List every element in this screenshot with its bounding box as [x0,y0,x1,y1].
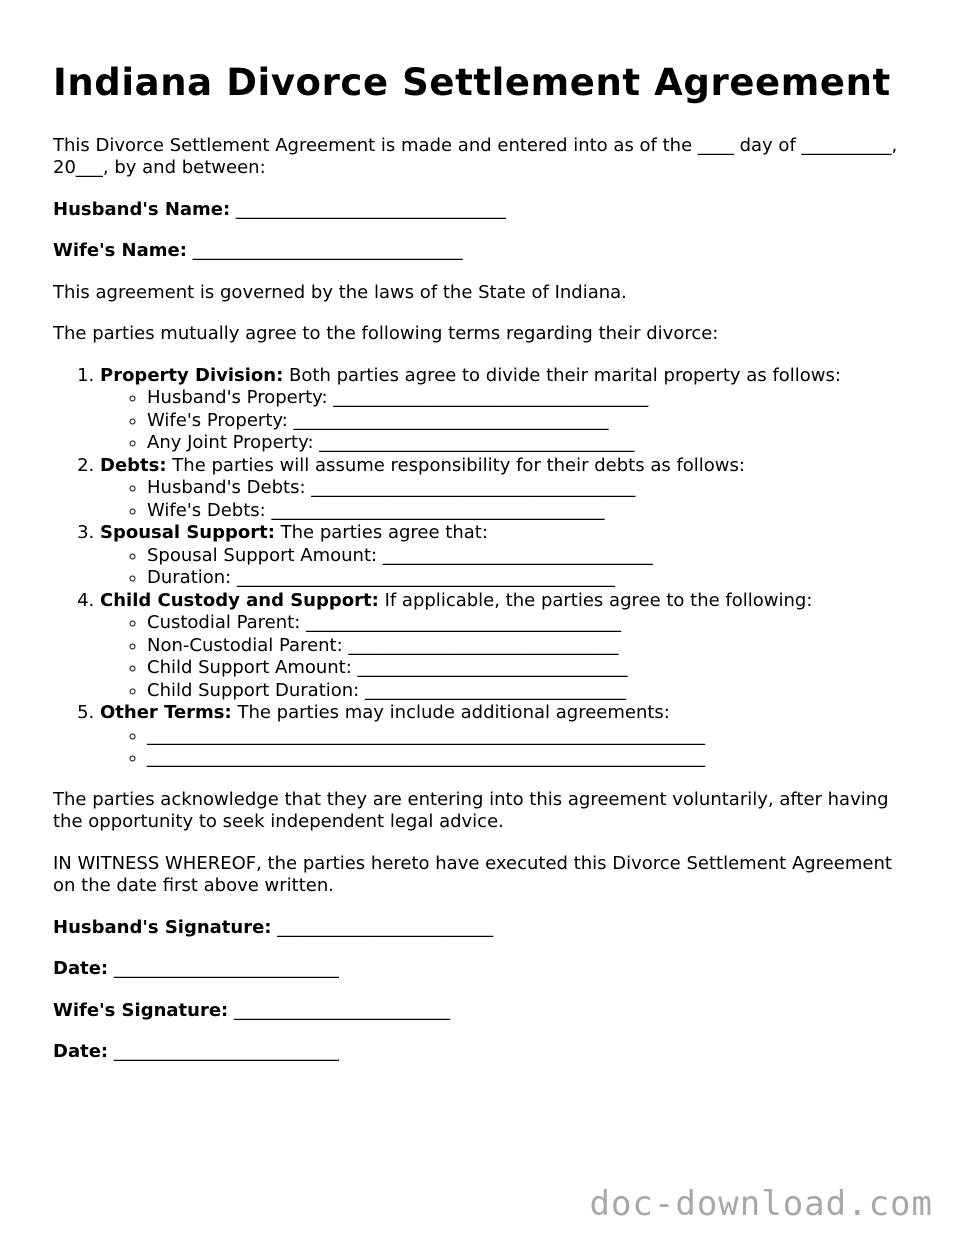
husband-date-label: Date: [53,958,109,980]
term-heading: Spousal Support: [100,522,275,544]
term-text: The parties agree that: [280,522,488,544]
list-item[interactable]: ◦ Child Support Duration: _____________________________ [147,680,913,703]
list-item[interactable]: ◦ Any Joint Property: ___________________________________ [147,432,913,455]
wife-name-line [53,240,913,263]
term-other-terms [100,702,913,770]
wife-date-label: Date: [53,1041,109,1063]
term-heading: Debts: [100,454,167,476]
husband-signature-line [53,917,913,940]
terms-list [53,365,913,770]
wife-name-blank[interactable]: ______________________________ [192,240,463,262]
term-heading: Property Division: [100,364,284,386]
wife-signature-line [53,1000,913,1023]
list-item[interactable]: ◦ Spousal Support Amount: ______________________________ [147,545,913,568]
wife-signature-blank[interactable]: ________________________ [233,999,450,1021]
watermark: doc-download.com [589,1184,933,1224]
term-debts [100,455,913,523]
husband-signature-label: Husband's Signature: [53,916,272,938]
husband-name-label: Husband's Name: [53,198,231,220]
terms-intro-paragraph: The parties mutually agree to the following terms regarding their divorce: [53,323,719,345]
term-text: If applicable, the parties agree to the following: [384,589,813,611]
term-text: The parties will assume responsibility for their debts as follows: [172,454,745,476]
wife-date-blank[interactable]: _________________________ [113,1041,339,1063]
term-sublist [100,725,913,770]
term-text: Both parties agree to divide their marital property as follows: [289,364,841,386]
list-item[interactable]: ◦ Custodial Parent: ___________________________________ [147,612,913,635]
intro-paragraph: This Divorce Settlement Agreement is made and entered into as of the ____ day of __________, 20___, by and between: [53,134,898,179]
governing-law-paragraph: This agreement is governed by the laws of the State of Indiana. [53,281,627,303]
husband-name-line [53,199,913,222]
term-text: The parties may include additional agreements: [237,702,670,724]
witness-paragraph: IN WITNESS WHEREOF, the parties hereto have executed this Divorce Settlement Agreement on the date first above written. [53,852,892,897]
wife-date-line [53,1041,913,1064]
list-item[interactable]: ◦ Husband's Property: ___________________________________ [147,387,913,410]
term-spousal-support [100,522,913,590]
list-item[interactable]: ◦ ______________________________________________________________ [147,725,913,748]
list-item[interactable]: ◦ Wife's Debts: _____________________________________ [147,500,913,523]
husband-date-line [53,958,913,981]
husband-date-blank[interactable]: _________________________ [113,958,339,980]
term-heading: Child Custody and Support: [100,589,379,611]
wife-signature-label: Wife's Signature: [53,999,229,1021]
list-item[interactable]: ◦ Wife's Property: ___________________________________ [147,410,913,433]
document-page [53,62,913,1083]
term-child-custody-support [100,590,913,703]
acknowledgment-paragraph: The parties acknowledge that they are entering into this agreement voluntarily, after having the opportunity to seek independent legal advice. [53,788,889,833]
term-sublist [100,477,913,522]
term-sublist [100,612,913,702]
term-heading: Other Terms: [100,702,232,724]
list-item[interactable]: ◦ Child Support Amount: ______________________________ [147,657,913,680]
husband-name-blank[interactable]: ______________________________ [235,198,506,220]
document-title: Indiana Divorce Settlement Agreement [53,61,891,104]
term-property-division [100,365,913,455]
list-item[interactable]: ◦ Non-Custodial Parent: ______________________________ [147,635,913,658]
husband-signature-blank[interactable]: ________________________ [277,916,494,938]
list-item[interactable]: ◦ Duration: __________________________________________ [147,567,913,590]
term-sublist [100,545,913,590]
list-item[interactable]: ◦ Husband's Debts: ____________________________________ [147,477,913,500]
wife-name-label: Wife's Name: [53,240,187,262]
list-item[interactable]: ◦ ______________________________________________________________ [147,747,913,770]
term-sublist [100,387,913,455]
